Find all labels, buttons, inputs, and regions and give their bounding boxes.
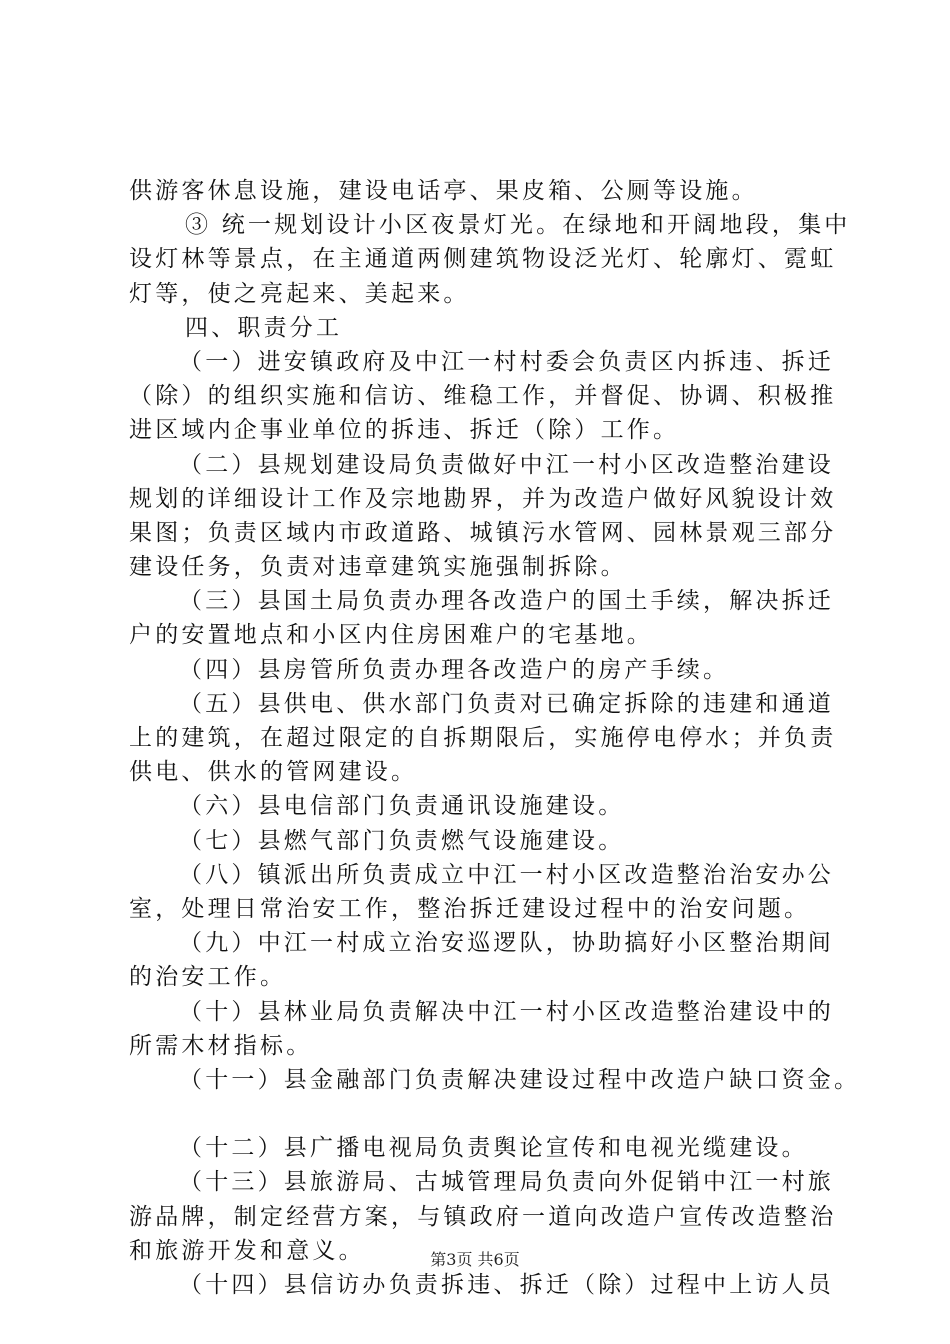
text-line: 室，处理日常治安工作，整治拆迁建设过程中的治安问题。 — [129, 895, 811, 922]
text-line: 和旅游开发和意义。 — [129, 1237, 365, 1264]
text-line: （五）县供电、供水部门负责对已确定拆除的违建和通道 — [179, 690, 834, 717]
text-line: （九）中江一村成立治安巡逻队，协助搞好小区整治期间 — [179, 930, 834, 957]
text-line: 建设任务，负责对违章建筑实施强制拆除。 — [129, 554, 627, 581]
text-line: （八）镇派出所负责成立中江一村小区改造整治治安办公 — [179, 861, 834, 888]
text-line: 的治安工作。 — [129, 964, 287, 991]
text-line: （十）县林业局负责解决中江一村小区改造整治建设中的 — [179, 998, 834, 1025]
text-line: ③ 统一规划设计小区夜景灯光。在绿地和开阔地段，集中 — [185, 212, 851, 239]
text-line: 供电、供水的管网建设。 — [129, 759, 418, 786]
text-line: 所需木材指标。 — [129, 1032, 313, 1059]
text-line: 灯等，使之亮起来、美起来。 — [129, 280, 470, 307]
text-line: （四）县房管所负责办理各改造户的房产手续。 — [179, 656, 730, 683]
page-number-footer: 第3页 共6页 — [430, 1250, 520, 1269]
text-line: （十三）县旅游局、古城管理局负责向外促销中江一村旅 — [179, 1169, 834, 1196]
text-line: （七）县燃气部门负责燃气设施建设。 — [179, 827, 625, 854]
text-line: 规划的详细设计工作及宗地勘界，并为改造户做好风貌设计效 — [129, 485, 837, 512]
section-heading: 四、职责分工 — [185, 314, 343, 341]
blank-line — [129, 1097, 849, 1131]
text-line: （六）县电信部门负责通讯设施建设。 — [179, 793, 625, 820]
text-line: （十四）县信访办负责拆违、拆迁（除）过程中上访人员 — [179, 1272, 834, 1298]
text-line: 进区域内企事业单位的拆违、拆迁（除）工作。 — [129, 417, 680, 444]
text-line: 果图；负责区域内市政道路、城镇污水管网、园林景观三部分 — [129, 519, 837, 546]
text-line: （除）的组织实施和信访、维稳工作，并督促、协调、积极推 — [129, 383, 837, 410]
text-line: 上的建筑，在超过限定的自拆期限后，实施停电停水；并负责 — [129, 725, 837, 751]
text-line: （二）县规划建设局负责做好中江一村小区改造整治建设 — [179, 451, 834, 478]
text-line: （一）进安镇政府及中江一村村委会负责区内拆违、拆迁 — [179, 348, 834, 375]
text-line: （三）县国土局负责办理各改造户的国土手续，解决拆迁 — [179, 588, 834, 615]
document-body — [129, 174, 861, 1302]
text-line: （十二）县广播电视局负责舆论宣传和电视光缆建设。 — [179, 1135, 808, 1162]
text-line: 户的安置地点和小区内住房困难户的宅基地。 — [129, 622, 653, 649]
text-line: （十一）县金融部门负责解决建设过程中改造户缺口资金。 — [179, 1066, 861, 1093]
text-line: 游品牌，制定经营方案，与镇政府一道向改造户宣传改造整治 — [129, 1203, 837, 1230]
text-line: 设灯林等景点，在主通道两侧建筑物设泛光灯、轮廓灯、霓虹 — [129, 246, 837, 273]
text-line: 供游客休息设施，建设电话亭、果皮箱、公厕等设施。 — [129, 178, 758, 204]
